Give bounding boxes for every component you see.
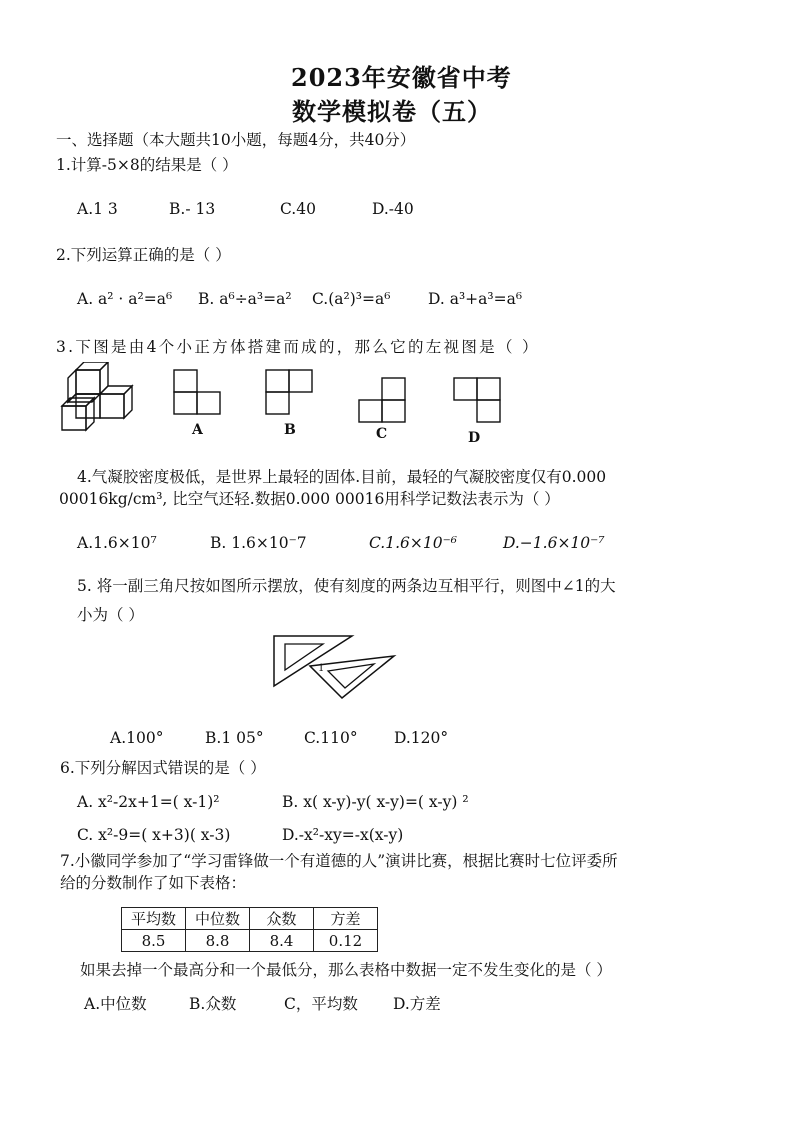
table-header-cell: 方差 xyxy=(314,908,378,930)
table-cell: 0.12 xyxy=(314,930,378,952)
page-subtitle: 数学模拟卷（五） xyxy=(292,97,492,126)
table-header-row xyxy=(122,908,378,930)
q1-option-a: A.1 3 xyxy=(77,200,118,218)
table-cell: 8.5 xyxy=(122,930,186,952)
q6-option-a: A. x²-2x+1=( x-1)² xyxy=(77,793,220,811)
q4-option-b: B. 1.6×10⁻7 xyxy=(210,534,307,552)
table-header-cell: 众数 xyxy=(250,908,314,930)
question-4-stem-line2: 00016kg/cm³, 比空气还轻.数据0.000 00016用科学记数法表示为（ ） xyxy=(59,490,560,508)
q4-option-a: A.1.6×10⁷ xyxy=(77,534,157,552)
q6-option-c: C. x²-9=( x+3)( x-3) xyxy=(77,826,231,844)
q2-option-a: A. a² · a²=a⁶ xyxy=(77,290,173,308)
question-1-stem: 1.计算-5×8的结果是（ ） xyxy=(56,156,238,174)
option-d-figure xyxy=(454,378,500,422)
question-7-question: 如果去掉一个最高分和一个最低分，那么表格中数据一定不发生变化的是（ ） xyxy=(80,961,612,979)
question-4-stem-line1: 4.气凝胶密度极低，是世界上最轻的固体.目前，最轻的气凝胶密度仅有0.000 xyxy=(77,468,607,486)
q1-option-c: C.40 xyxy=(280,200,316,218)
table-cell: 8.8 xyxy=(186,930,250,952)
q3-figures xyxy=(58,362,508,447)
q4-option-d: D.−1.6×10⁻⁷ xyxy=(503,534,605,552)
option-c-figure xyxy=(359,378,405,422)
q5-option-c: C.110° xyxy=(304,729,358,747)
q7-option-c: C，平均数 xyxy=(284,995,358,1013)
question-2-stem: 2.下列运算正确的是（ ） xyxy=(56,246,231,264)
q2-option-c: C.(a²)³=a⁶ xyxy=(312,290,391,308)
q7-option-b: B.众数 xyxy=(189,995,237,1013)
page-title: 2023年安徽省中考 xyxy=(291,63,512,92)
table-header-cell: 中位数 xyxy=(186,908,250,930)
q7-option-a: A.中位数 xyxy=(84,995,147,1013)
q3-label-d: D xyxy=(468,430,481,446)
option-b-figure xyxy=(266,370,312,414)
question-7-stem-line2: 给的分数制作了如下表格： xyxy=(60,874,247,892)
set-squares-figure xyxy=(268,628,408,700)
q3-label-b: B xyxy=(284,422,296,438)
option-a-figure xyxy=(174,370,220,414)
q7-option-d: D.方差 xyxy=(393,995,441,1013)
q1-option-d: D.-40 xyxy=(372,200,414,218)
table-header-cell: 平均数 xyxy=(122,908,186,930)
angle-1-label: 1 xyxy=(318,663,325,674)
q4-option-c: C.1.6×10⁻⁶ xyxy=(369,534,457,552)
q5-option-a: A.100° xyxy=(110,729,164,747)
table-row xyxy=(122,930,378,952)
q3-label-c: C xyxy=(376,426,388,442)
q6-option-d: D.-x²-xy=-x(x-y) xyxy=(282,826,404,844)
question-3-stem: 3.下图是由4个小正方体搭建而成的，那么它的左视图是（ ） xyxy=(56,338,540,356)
question-6-stem: 6.下列分解因式错误的是（ ） xyxy=(60,759,266,777)
score-stats-table xyxy=(121,907,378,952)
q5-option-b: B.1 05° xyxy=(205,729,264,747)
section-heading: 一、选择题（本大题共10小题，每题4分，共40分） xyxy=(56,131,416,149)
q2-option-b: B. a⁶÷a³=a² xyxy=(198,290,292,308)
q3-label-a: A xyxy=(192,422,203,438)
q6-option-b: B. x( x-y)-y( x-y)=( x-y) ² xyxy=(282,793,469,811)
q5-option-d: D.120° xyxy=(394,729,449,747)
question-7-stem-line1: 7.小徽同学参加了“学习雷锋做一个有道德的人”演讲比赛，根据比赛时七位评委所 xyxy=(60,852,618,870)
question-5-stem-line1: 5. 将一副三角尺按如图所示摆放，使有刻度的两条边互相平行，则图中∠1的大 xyxy=(77,577,616,595)
question-5-stem-line2: 小为（ ） xyxy=(77,606,144,624)
q2-option-d: D. a³+a³=a⁶ xyxy=(428,290,523,308)
cube-stack-figure xyxy=(62,362,132,430)
q1-option-b: B.- 13 xyxy=(169,200,216,218)
table-cell: 8.4 xyxy=(250,930,314,952)
